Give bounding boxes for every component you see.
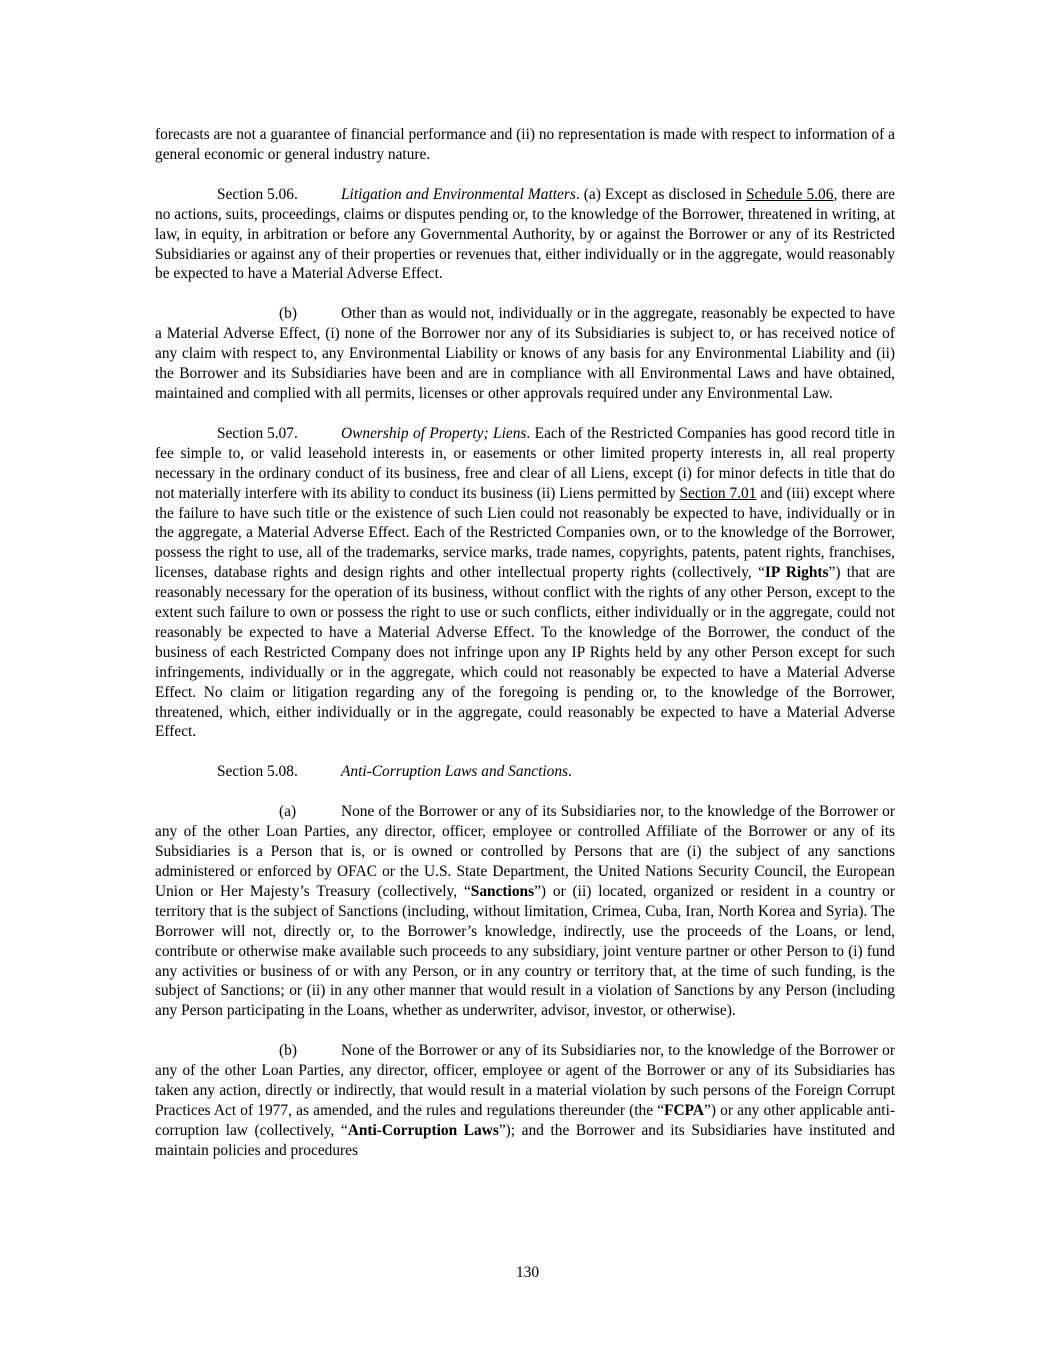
- section-title: Ownership of Property; Liens: [341, 424, 527, 442]
- defined-term: Sanctions: [470, 882, 535, 900]
- section-5-08-b-paragraph: (b) None of the Borrower or any of its Subsidiaries nor, to the knowledge of the Borrower or any of the other Loan Parties, any director, officer, employee or agent of the Borrower or any of its Subsidiaries has taken any action, directly or indirectly, that would result in a material violation by such persons of the Foreign Corrupt Practices Act of 1977, as amended, and the rules and regulations thereunder (the “FCPA”) or any other applicable anti-corruption law (collectively, “Anti-Corruption Laws”); and the Borrower and its Subsidiaries have instituted and maintain policies and procedures: [155, 1042, 895, 1159]
- schedule-reference: Schedule 5.06: [746, 185, 834, 203]
- defined-term: IP Rights: [764, 564, 829, 582]
- section-5-06-b-paragraph: (b) Other than as would not, individually or in the aggregate, reasonably be expected to have a Material Adverse Effect, (i) none of the Borrower nor any of its Subsidiaries is subject to, or has received notice of any claim with respect to, any Environmental Liability or knows of any basis for any Environmental Liability and (ii) the Borrower and its Subsidiaries have been and are in compliance with all Environmental Laws and have obtained, maintained and complied with all permits, licenses or other approvals required under any Environmental Law.: [155, 305, 895, 402]
- defined-term: FCPA: [664, 1101, 704, 1119]
- paragraph-continuation: forecasts are not a guarantee of financial performance and (ii) no representation is made with respect to information of a general economic or general industry nature.: [155, 126, 895, 163]
- section-5-07-paragraph: Section 5.07. Ownership of Property; Liens. Each of the Restricted Companies has good record title in fee simple to, or valid leasehold interests in, or easements or other limited property interests in, all real property necessary in the ordinary conduct of its business, free and clear of all Liens, except (i) for minor defects in title that do not materially interfere with its ability to conduct its business (ii) Liens permitted by Section 7.01 and (iii) except where the failure to have such title or the existence of such Lien could not reasonably be expected to have, individually or in the aggregate, a Material Adverse Effect. Each of the Restricted Companies own, or to the knowledge of the Borrower, possess the right to use, all of the trademarks, service marks, trade names, copyrights, patents, patent rights, franchises, licenses, database rights and design rights and other intellectual property rights (collectively, “IP Rights”) that are reasonably necessary for the operation of its business, without conflict with the rights of any other Person, except to the extent such failure to own or possess the right to use or such conflicts, either individually or in the aggregate, could not reasonably be expected to have a Material Adverse Effect. To the knowledge of the Borrower, the conduct of the business of each Restricted Company does not infringe upon any IP Rights held by any other Person except for such infringements, individually or in the aggregate, which could not reasonably be expected to have a Material Adverse Effect. No claim or litigation regarding any of the foregoing is pending or, to the knowledge of the Borrower, threatened, which, either individually or in the aggregate, could reasonably be expected to have a Material Adverse Effect.: [155, 424, 896, 741]
- clause-label: (a): [279, 803, 297, 821]
- page-number: 130: [515, 1264, 540, 1281]
- section-5-08-heading: Section 5.08. Anti-Corruption Laws and Sanctions.: [217, 763, 572, 781]
- defined-term: Anti-Corruption Laws: [347, 1121, 499, 1139]
- section-reference: Section 7.01: [679, 484, 757, 502]
- document-body: [155, 125, 895, 1181]
- section-number: Section 5.06.: [217, 185, 298, 203]
- section-number: Section 5.07.: [217, 424, 298, 442]
- clause-label: (b): [279, 305, 297, 323]
- section-5-08-a-paragraph: (a) None of the Borrower or any of its Subsidiaries nor, to the knowledge of the Borrower or any of the other Loan Parties, any director, officer, employee or controlled Affiliate of the Borrower or any of its Subsidiaries is a Person that is, or is owned or controlled by Persons that are (i) the subject of any sanctions administered or enforced by OFAC or the U.S. State Department, the United Nations Security Council, the European Union or Her Majesty’s Treasury (collectively, “Sanctions”) or (ii) located, organized or resident in a country or territory that is the subject of Sanctions (including, without limitation, Crimea, Cuba, Iran, North Korea and Syria). The Borrower will not, directly or, to the Borrower’s knowledge, indirectly, use the proceeds of the Loans, or lend, contribute or otherwise make available such proceeds to any subsidiary, joint venture partner or other Person to (i) fund any activities or business of or with any Person, or in any country or territory that, at the time of such funding, is the subject of Sanctions; or (ii) in any other manner that would result in a violation of Sanctions by any Person (including any Person participating in the Loans, whether as underwriter, advisor, investor, or otherwise).: [155, 803, 895, 1020]
- clause-label: (b): [279, 1042, 297, 1060]
- section-number: Section 5.08.: [217, 763, 298, 781]
- section-5-06-paragraph: Section 5.06. Litigation and Environmental Matters. (a) Except as disclosed in Schedule 5.06, there are no actions, suits, proceedings, claims or disputes pending or, to the knowledge of the Borrower, threatened in writing, at law, in equity, in arbitration or before any Governmental Authority, by or against the Borrower or any of its Restricted Subsidiaries or against any of their properties or revenues that, either individually or in the aggregate, would reasonably be expected to have a Material Adverse Effect.: [155, 185, 895, 283]
- section-title: Litigation and Environmental Matters: [341, 185, 576, 203]
- section-title: Anti-Corruption Laws and Sanctions: [341, 763, 569, 781]
